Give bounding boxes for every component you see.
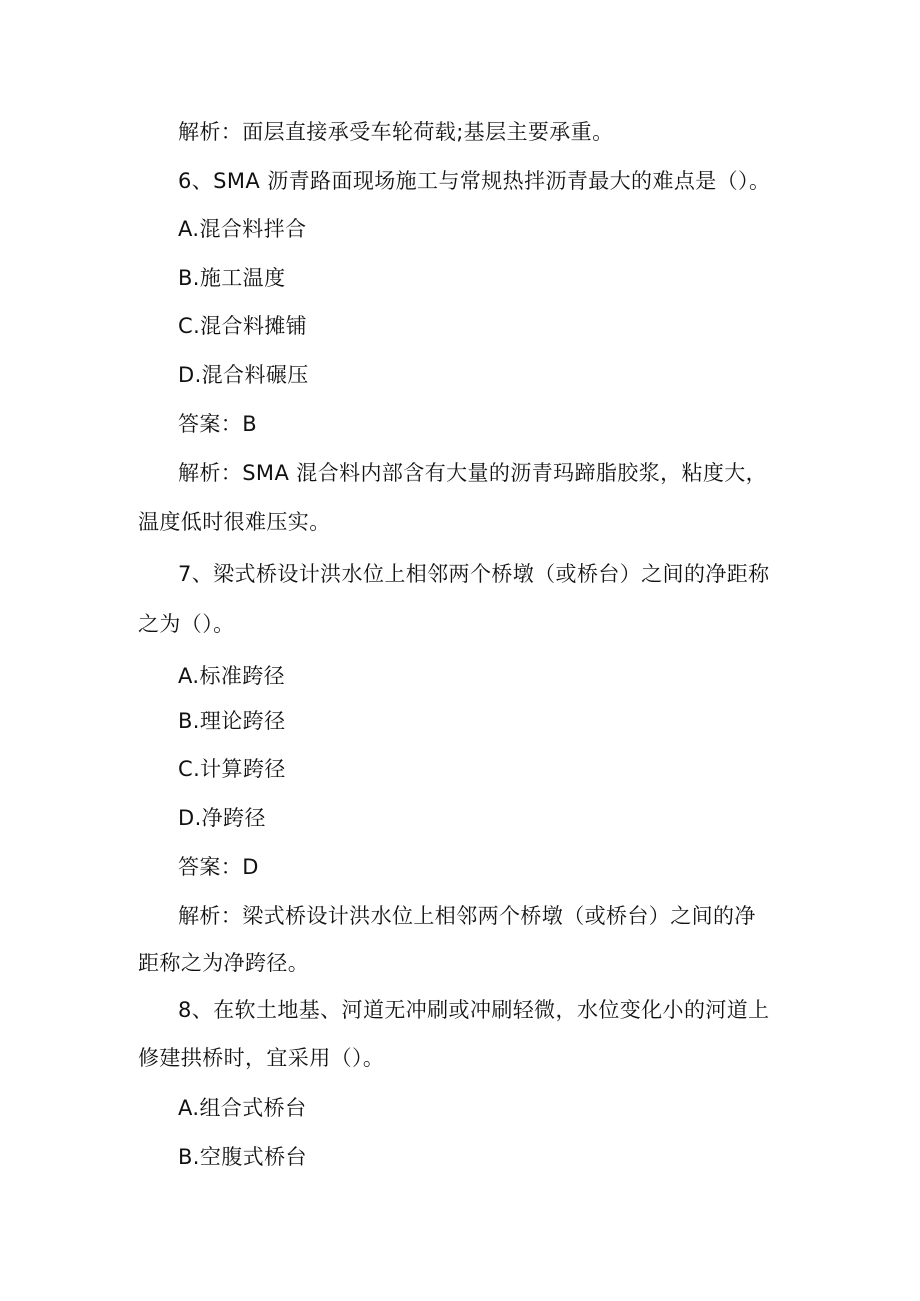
question-6-answer: 答案：B — [178, 412, 258, 436]
question-8-option-b: B.空腹式桥台 — [178, 1145, 307, 1169]
question-7-analysis-line-1: 解析：梁式桥设计洪水位上相邻两个桥墩（或桥台）之间的净 — [178, 904, 756, 928]
question-6-option-d: D.混合料碾压 — [178, 363, 309, 387]
question-7-option-b: B.理论跨径 — [178, 709, 286, 733]
question-7-answer: 答案：D — [178, 855, 259, 879]
question-6-text: 6、SMA 沥青路面现场施工与常规热拌沥青最大的难点是（）。 — [178, 169, 771, 193]
question-7-analysis-line-2: 距称之为净跨径。 — [138, 951, 310, 975]
question-6-option-a: A.混合料拌合 — [178, 217, 307, 241]
question-6-analysis-line-2: 温度低时很难压实。 — [138, 510, 331, 534]
question-7-option-c: C.计算跨径 — [178, 757, 286, 781]
question-7-text-line-2: 之为（）。 — [138, 612, 235, 636]
question-6-option-c: C.混合料摊铺 — [178, 314, 308, 338]
question-7-option-d: D.净跨径 — [178, 806, 266, 830]
analysis-5: 解析：面层直接承受车轮荷载;基层主要承重。 — [178, 120, 614, 144]
question-8-text-line-1: 8、在软土地基、河道无冲刷或冲刷轻微，水位变化小的河道上 — [178, 998, 770, 1022]
question-7-option-a: A.标准跨径 — [178, 664, 286, 688]
question-8-text-line-2: 修建拱桥时，宜采用（）。 — [138, 1046, 385, 1070]
question-6-option-b: B.施工温度 — [178, 266, 286, 290]
question-8-option-a: A.组合式桥台 — [178, 1096, 307, 1120]
question-6-analysis-line-1: 解析：SMA 混合料内部含有大量的沥青玛蹄脂胶浆，粘度大， — [178, 461, 768, 485]
question-7-text-line-1: 7、梁式桥设计洪水位上相邻两个桥墩（或桥台）之间的净距称 — [178, 562, 770, 586]
